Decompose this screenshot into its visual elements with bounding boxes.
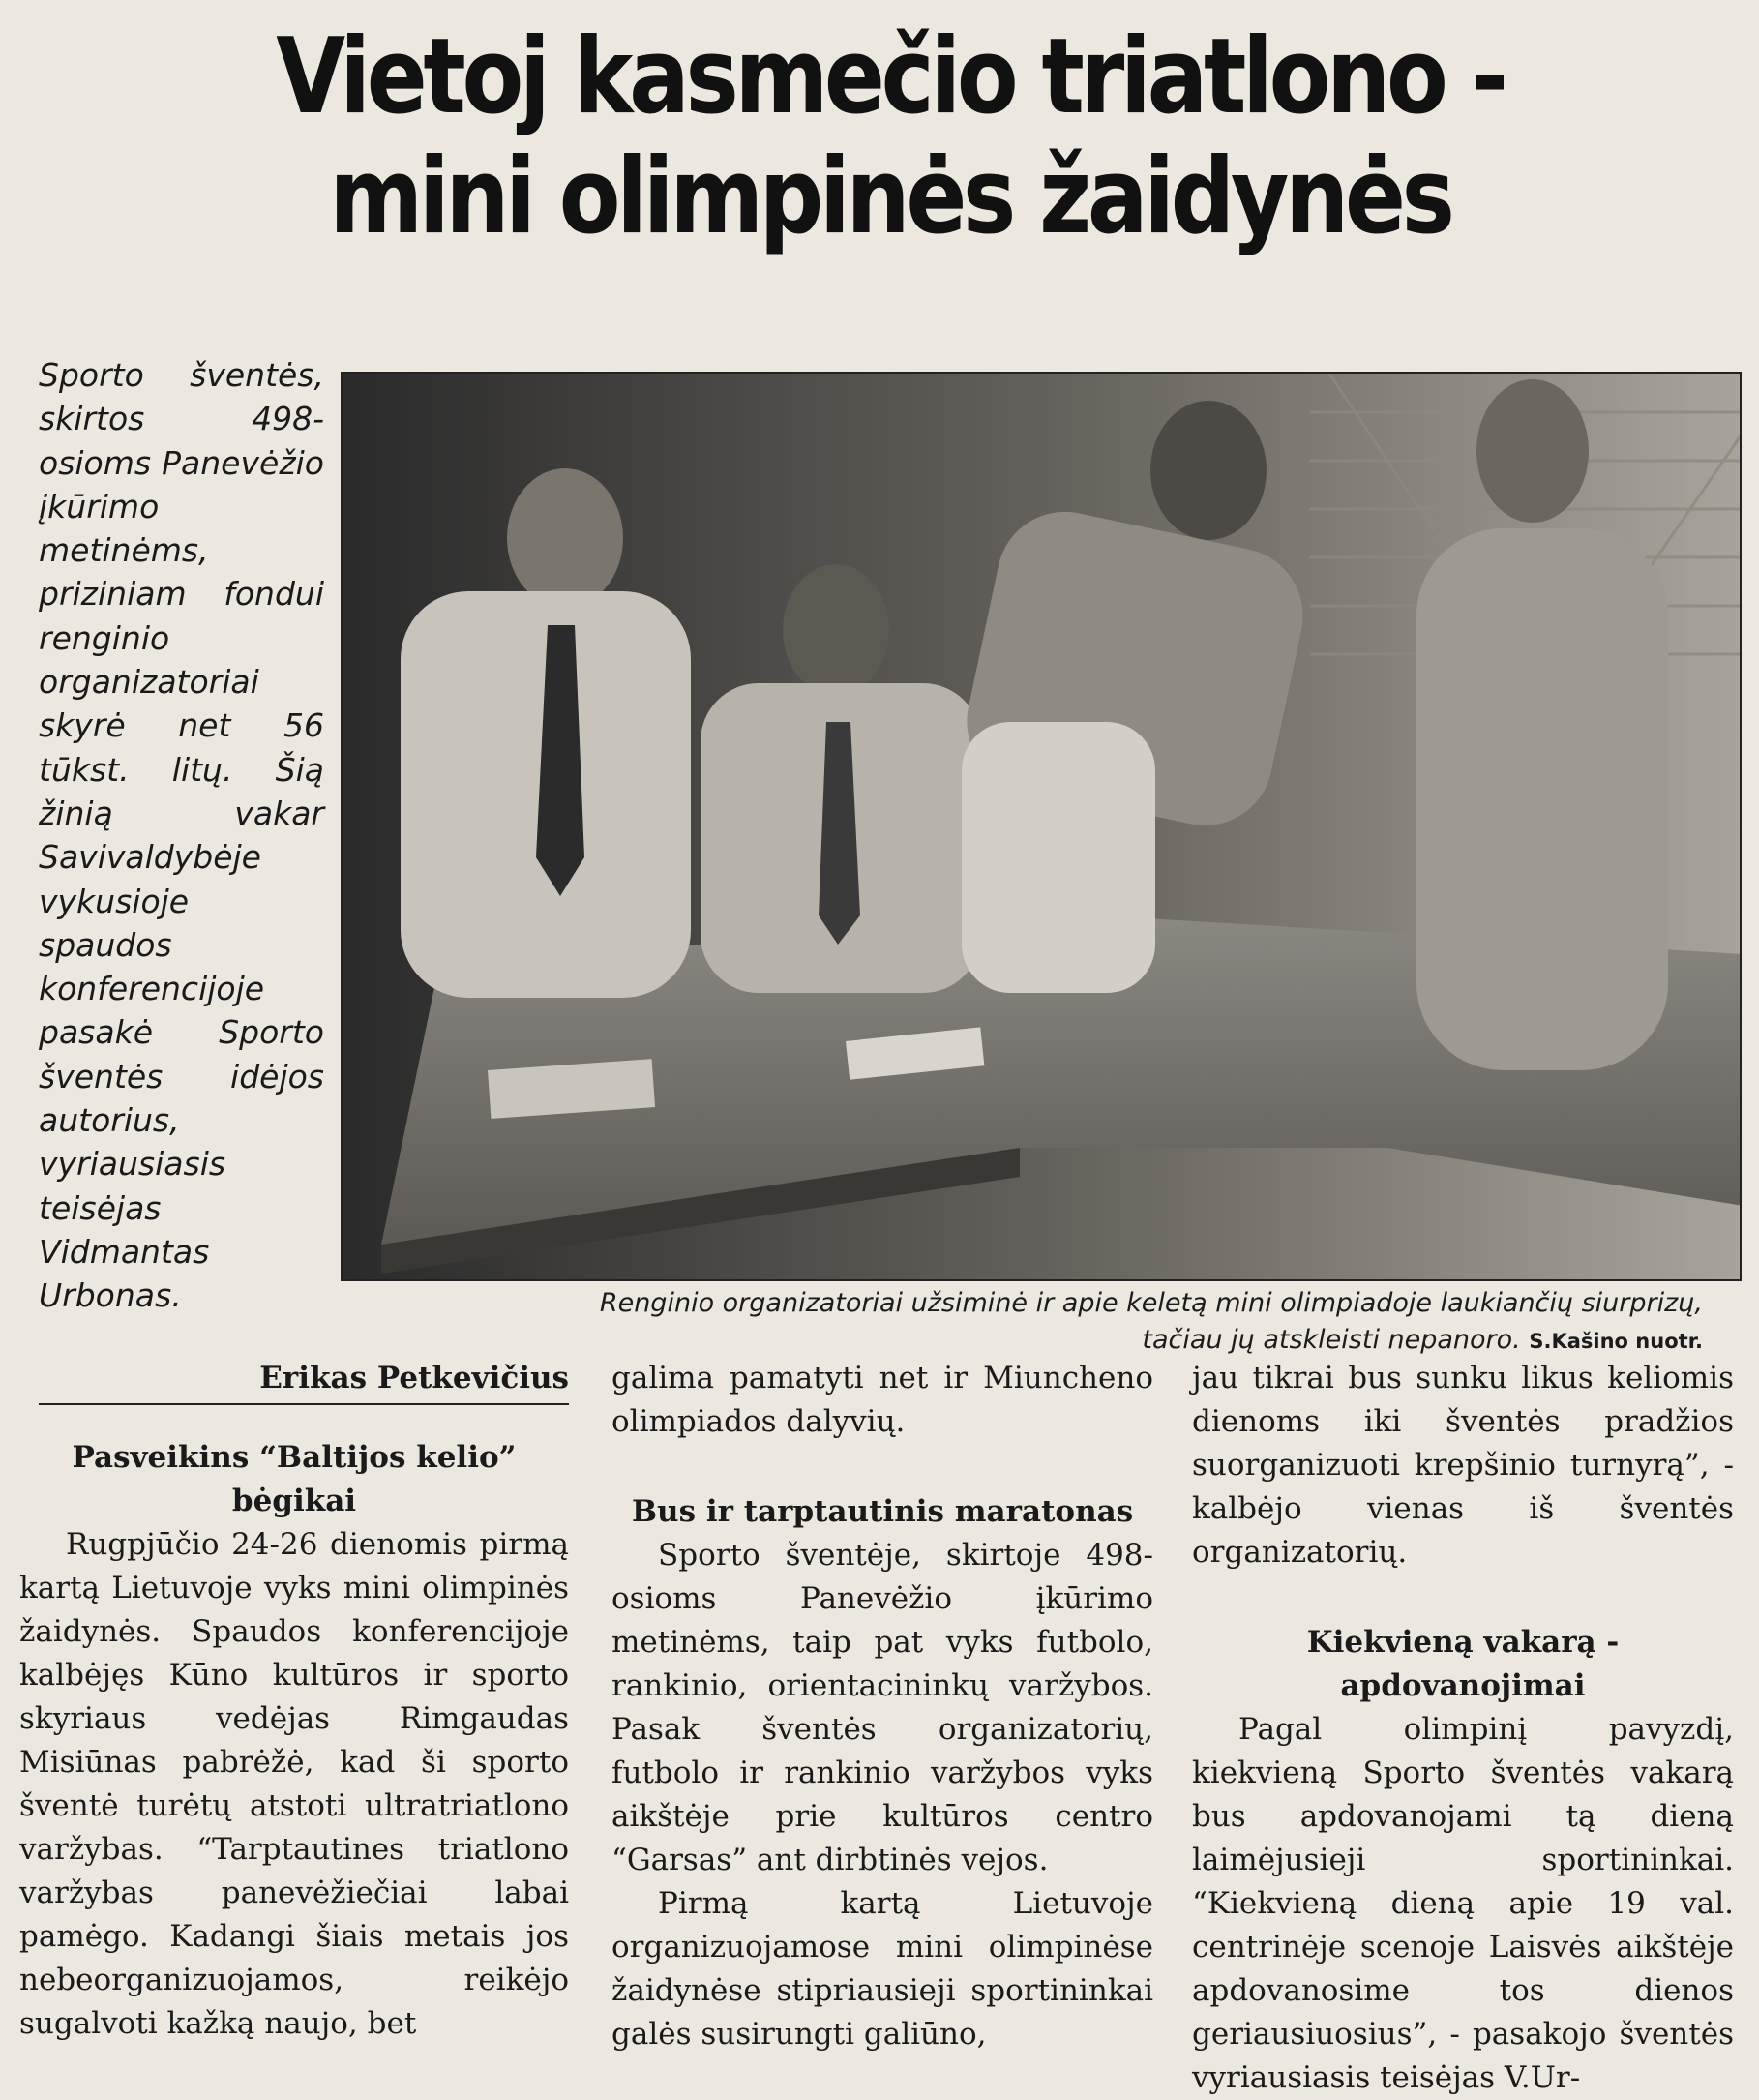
subheading-2: Bus ir tarptautinis maratonas (631, 1494, 1134, 1529)
caption-text: Renginio organizatoriai užsiminė ir apie keletą mini olimpiadoje laukiančių siurprizų, tačiau jų atskleisti nepanoro. (599, 1288, 1703, 1355)
continuation-paragraph: galima pamatyti net ir Miuncheno olimpiados dalyvių. (611, 1361, 1153, 1439)
photo-credit: S.Kašino nuotr. (1529, 1330, 1703, 1353)
article-column-2 (611, 1357, 1153, 2056)
lead-paragraph: Sporto šventės, skirtos 498-osioms Panevėžio įkūrimo metinėms, priziniam fondui renginio organizatoriai skyrė net 56 tūkst. litų. Šią žinią vakar Savivaldybėje vykusioje spaudos konferencijoje pasakė Sporto šventės idėjos autorius, vyriausiasis teisėjas Vidmantas Urbonas. (39, 356, 324, 1315)
headline-line-1: Vietoj kasmečio triatlono - (276, 16, 1505, 137)
article-column-1 (19, 1436, 569, 2046)
subheading-3: Kiekvieną vakarą - apdovanojimai (1306, 1625, 1620, 1703)
paragraph: Pirmą kartą Lietuvoje organizuojamose mini olimpinėse žaidynėse stipriausieji sportininkai galės susirungti galiūno, (611, 1886, 1153, 2052)
headline-line-2: mini olimpinės žaidynės (329, 136, 1451, 257)
news-photo (341, 372, 1742, 1281)
paragraph: Rugpjūčio 24-26 dienomis pirmą kartą Lietuvoje vyks mini olimpinės žaidynės. Spaudos konferencijoje kalbėjęs Kūno kultūros ir sporto skyriaus vedėjas Rimgaudas Misiūnas pabrėžė, kad ši sporto šventė turėtų atstoti ultratriatlono varžybas. “Tarptautines triatlono varžybas panevėžiečiai labai pamėgo. Kadangi šiais metais jos nebeorganizuojamos, reikėjo sugalvoti kažką naujo, bet (19, 1527, 569, 2041)
author-byline: Erikas Petkevičius (39, 1357, 569, 1405)
paragraph: Pagal olimpinį pavyzdį, kiekvieną Sporto šventės vakarą bus apdovanojami tą dieną laimėjusieji sportininkai. “Kiekvieną dieną apie 19 val. centrinėje scenoje Laisvės aikštėje apdovanosime tos dienos geriausiuosius”, - pasakojo šventės vyriausiasis teisėjas V.Ur- (1192, 1712, 1734, 2095)
paragraph: Sporto šventėje, skirtoje 498-osioms Panevėžio įkūrimo metinėms, taip pat vyks futbolo, rankinio, orientacininkų varžybos. Pasak šventės organizatorių, futbolo ir rankinio varžybos vyks aikštėje prie kultūros centro “Garsas” ant dirbtinės vejos. (611, 1538, 1153, 1877)
subheading-1: Pasveikins “Baltijos kelio” bėgikai (72, 1440, 517, 1518)
photo-caption (542, 1285, 1703, 1360)
article-column-3 (1192, 1357, 1734, 2100)
headline (183, 17, 1597, 257)
continuation-paragraph: jau tikrai bus sunku likus keliomis dienoms iki šventės pradžios suorganizuoti krepšinio turnyrą”, - kalbėjo vienas iš šventės organizatorių. (1192, 1361, 1734, 1570)
